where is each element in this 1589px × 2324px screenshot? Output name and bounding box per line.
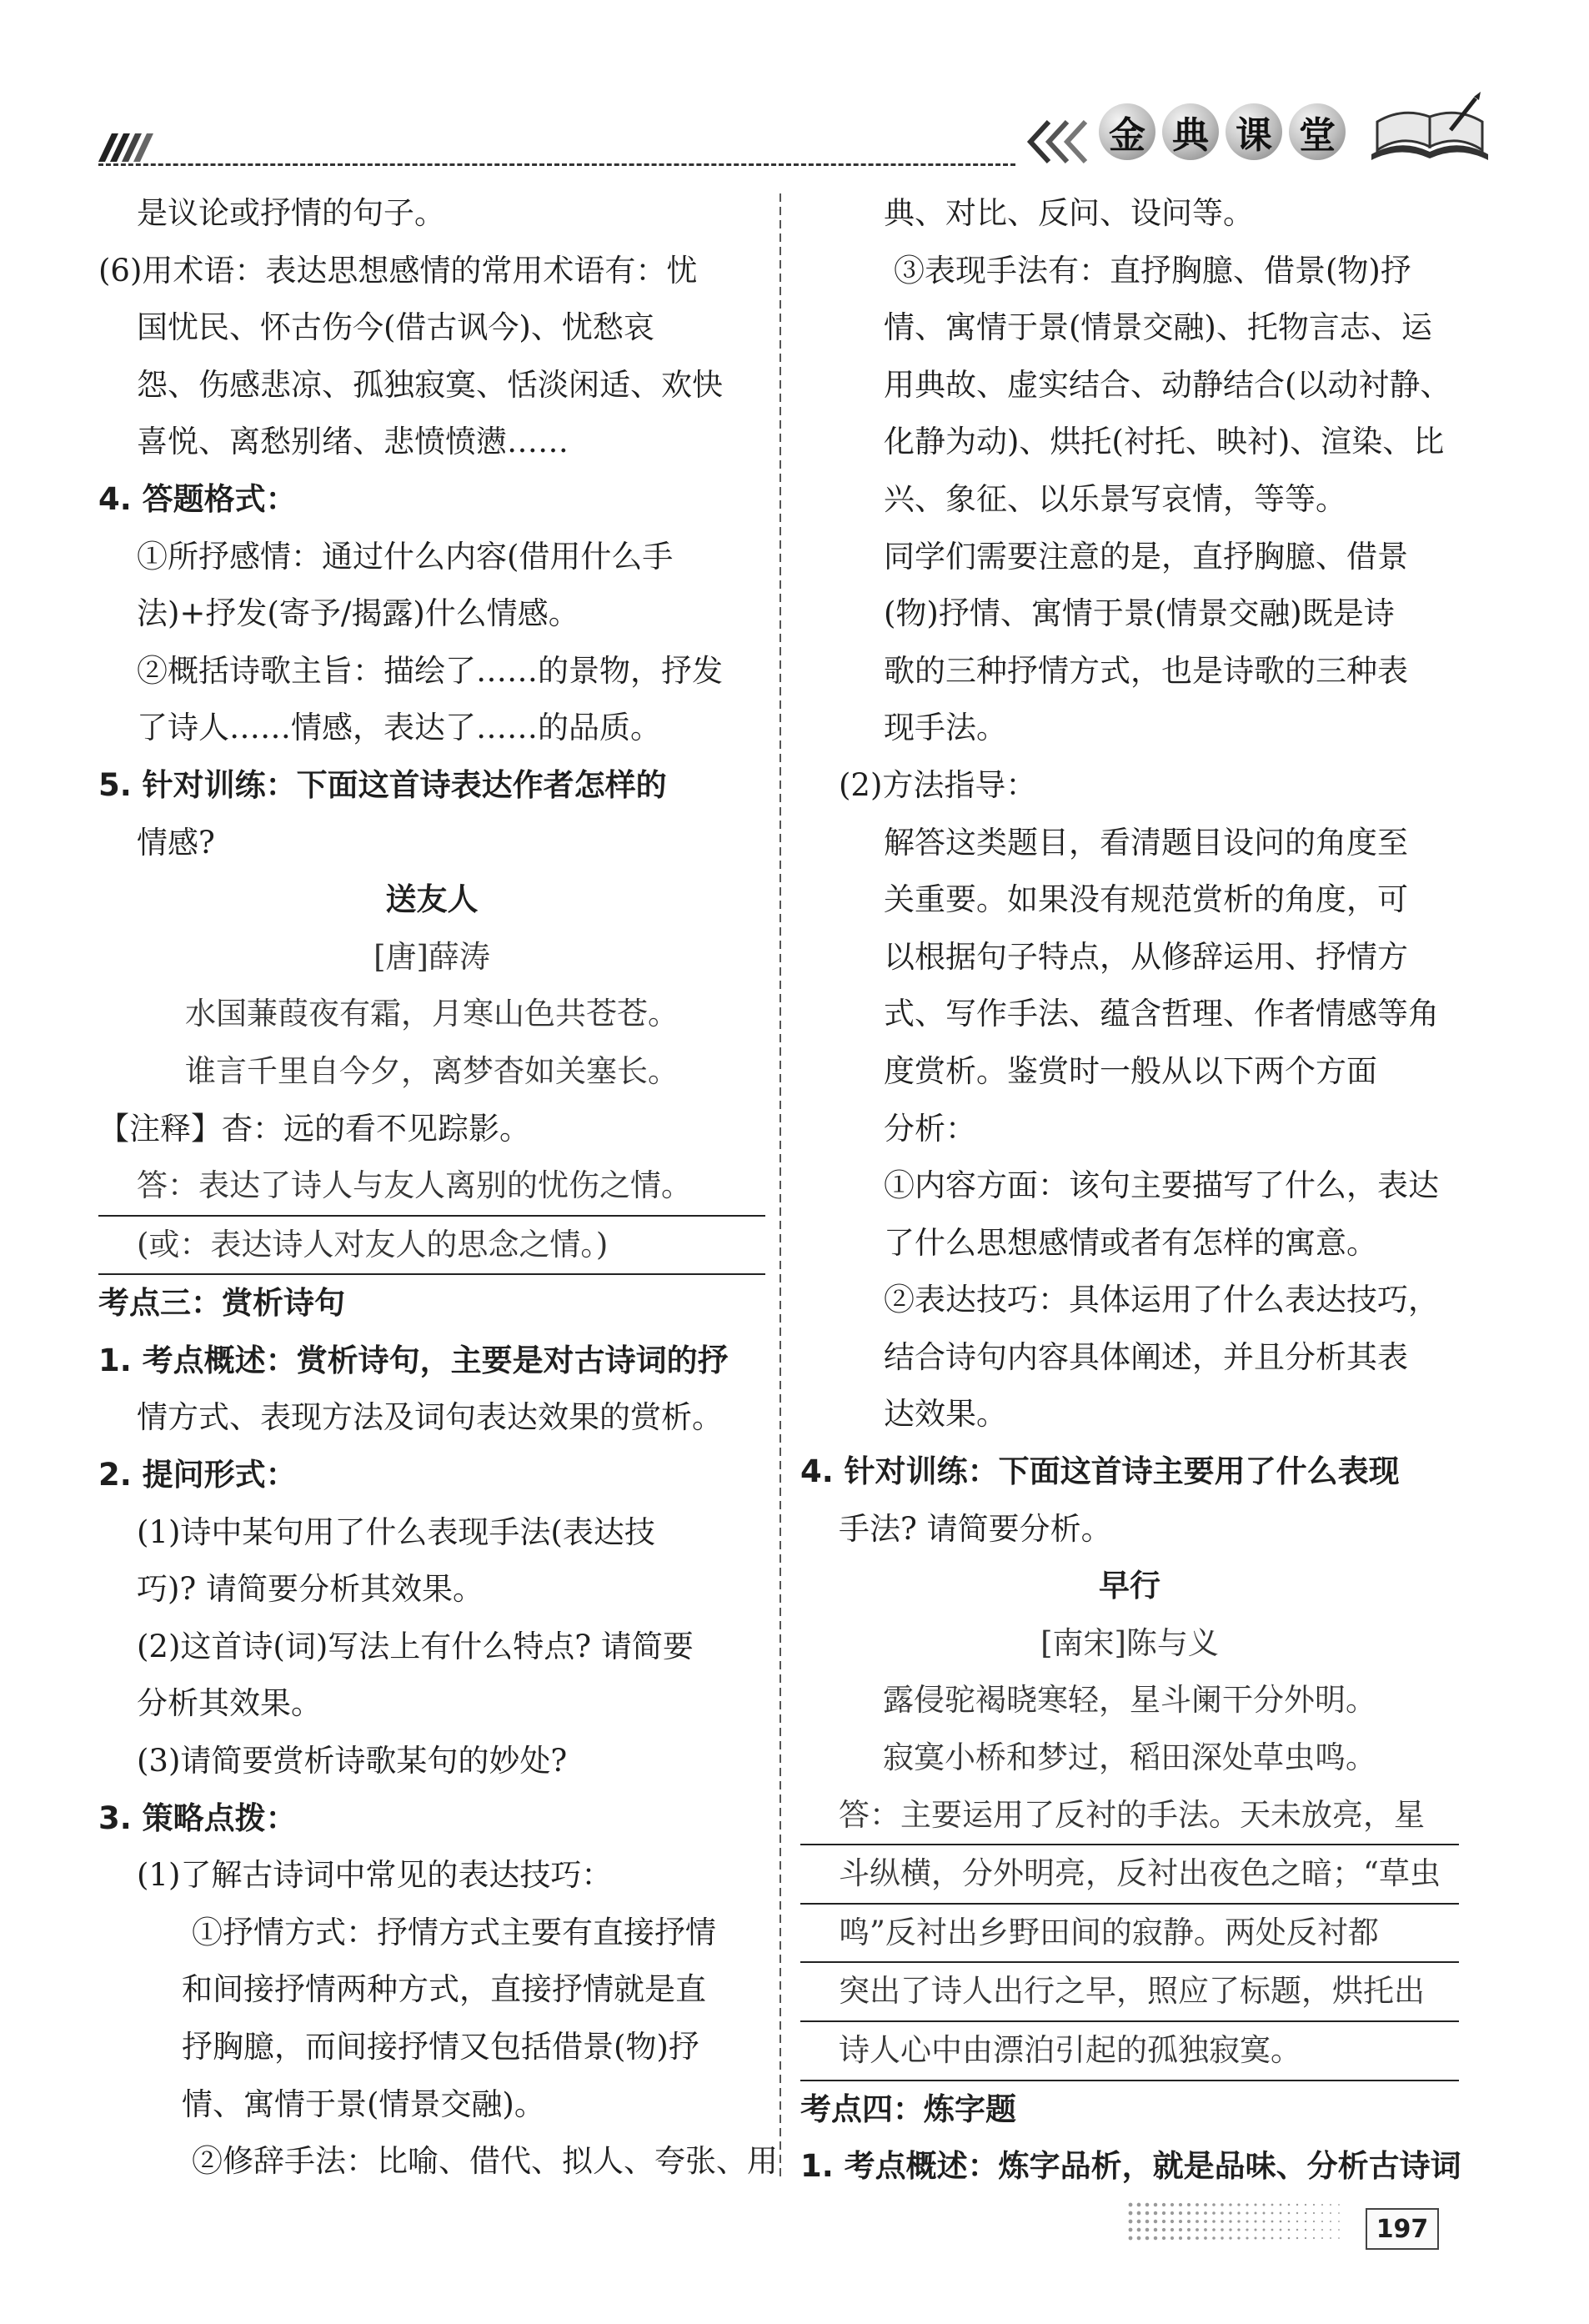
chevrons-icon — [1024, 117, 1094, 167]
text-line: ③表现手法有：直抒胸臆、借景(物)抒 — [894, 252, 1411, 289]
text-line: (3)请简要赏析诗歌某句的妙处? — [137, 1743, 568, 1779]
text-line: 突出了诗人出行之早，照应了标题，烘托出 — [800, 1963, 1459, 2022]
decoration-dot — [1271, 2221, 1274, 2223]
decoration-dot — [1145, 2236, 1150, 2241]
open-book-icon — [1367, 92, 1492, 167]
decoration-dot — [1179, 2220, 1182, 2223]
decoration-dot — [1196, 2203, 1199, 2206]
text-line: 喜悦、离愁别绪、悲愤愤懑…… — [137, 424, 569, 460]
dot-pattern-decoration — [1125, 2198, 1351, 2248]
text-line: 露侵驼褐晓寒轻，星斗阑干分外明。 — [883, 1682, 1376, 1719]
decoration-dot — [1321, 2221, 1323, 2222]
decoration-dot — [1305, 2204, 1306, 2206]
decoration-dot — [1263, 2204, 1266, 2206]
text-line: (物)抒情、寓情于景(情景交融)既是诗 — [884, 595, 1395, 632]
decoration-dot — [1179, 2203, 1182, 2206]
left-column — [98, 185, 778, 2191]
decoration-dot — [1187, 2211, 1190, 2215]
decoration-dot — [1187, 2203, 1190, 2206]
brand-title — [1099, 103, 1346, 160]
text-line: ①所抒感情：通过什么内容(借用什么手 — [137, 538, 674, 575]
decoration-dot — [1154, 2220, 1157, 2223]
decoration-dot — [1280, 2229, 1282, 2231]
decoration-dot — [1288, 2221, 1291, 2223]
decoration-dot — [1204, 2211, 1207, 2215]
decoration-dot — [1229, 2236, 1231, 2239]
text-line: (2)方法指导： — [839, 766, 1037, 803]
brand-char: 课 — [1226, 103, 1282, 160]
decoration-dot — [1196, 2220, 1199, 2223]
decoration-dot — [1296, 2204, 1298, 2206]
decoration-dot — [1196, 2211, 1199, 2215]
text-line: 【注释】杳：远的看不见踪影。 — [98, 1110, 530, 1147]
text-line: 分析： — [884, 1110, 976, 1147]
text-line: 兴、象征、以乐景写哀情，等等。 — [884, 480, 1346, 517]
decoration-dot — [1313, 2204, 1315, 2206]
decoration-dot — [1221, 2236, 1223, 2239]
text-line: 5. 针对训练：下面这首诗表达作者怎样的 — [98, 766, 667, 803]
decoration-dot — [1204, 2236, 1207, 2240]
text-line: 了诗人……情感，表达了……的品质。 — [137, 710, 661, 746]
text-line: 情、寓情于景(情景交融)。 — [182, 2086, 545, 2122]
decoration-dot — [1330, 2212, 1331, 2214]
text-line: 歌的三种抒情方式，也是诗歌的三种表 — [884, 652, 1408, 689]
decoration-dot — [1162, 2220, 1165, 2223]
decoration-dot — [1187, 2220, 1190, 2223]
text-line: 4. 针对训练：下面这首诗主要用了什么表现 — [800, 1453, 1400, 1490]
text-line: 寂寞小桥和梦过，稻田深处草虫鸣。 — [883, 1739, 1376, 1776]
decoration-dot — [1255, 2212, 1257, 2215]
text-line: 用典故、虚实结合、动静结合(以动衬静、 — [884, 366, 1451, 403]
decoration-dot — [1313, 2212, 1315, 2214]
text-line: 水国蒹葭夜有霜，月寒山色共苍苍。 — [185, 996, 679, 1032]
decoration-dot — [1288, 2237, 1291, 2240]
text-line: 分析其效果。 — [137, 1685, 322, 1722]
decoration-dot — [1212, 2236, 1216, 2240]
decoration-dot — [1280, 2212, 1282, 2215]
text-line: 和间接抒情两种方式，直接抒情就是直 — [182, 1971, 706, 2008]
decoration-dot — [1246, 2211, 1248, 2214]
decoration-dot — [1229, 2211, 1231, 2214]
decoration-dot — [1137, 2236, 1141, 2241]
text-line: 情、寓情于景(情景交融)、托物言志、运 — [884, 309, 1432, 346]
decoration-dot — [1137, 2203, 1141, 2207]
text-line: (2)这首诗(词)写法上有什么特点? 请简要 — [137, 1628, 694, 1664]
text-line: 谁言千里自今夕，离梦杳如关塞长。 — [185, 1052, 679, 1089]
decoration-dot — [1162, 2203, 1165, 2206]
decoration-dot — [1237, 2228, 1240, 2231]
decoration-dot — [1338, 2221, 1340, 2222]
decoration-dot — [1137, 2228, 1141, 2232]
decoration-dot — [1330, 2229, 1331, 2231]
stripes-icon — [98, 130, 157, 163]
decoration-dot — [1271, 2229, 1274, 2231]
text-line: 答：表达了诗人与友人离别的忧伤之情。 — [98, 1157, 765, 1217]
decoration-dot — [1179, 2236, 1182, 2240]
text-line: (1)了解古诗词中常见的表达技巧： — [137, 1857, 613, 1894]
decoration-dot — [1221, 2211, 1223, 2214]
decoration-dot — [1280, 2237, 1282, 2240]
decoration-dot — [1246, 2228, 1248, 2231]
text-line: ①内容方面：该句主要描写了什么，表达 — [884, 1167, 1439, 1204]
decoration-dot — [1229, 2203, 1231, 2206]
decoration-dot — [1237, 2203, 1240, 2206]
text-line: [南宋]陈与义 — [1040, 1624, 1219, 1661]
decoration-dot — [1305, 2212, 1306, 2214]
decoration-dot — [1145, 2228, 1150, 2232]
decoration-dot — [1196, 2228, 1199, 2231]
decoration-dot — [1313, 2237, 1315, 2239]
decoration-dot — [1204, 2228, 1207, 2231]
decoration-dot — [1338, 2212, 1340, 2214]
decoration-dot — [1170, 2228, 1174, 2231]
decoration-dot — [1305, 2221, 1306, 2222]
brand-char: 堂 — [1289, 103, 1346, 160]
decoration-dot — [1271, 2204, 1274, 2206]
decoration-dot — [1154, 2203, 1157, 2206]
decoration-dot — [1229, 2228, 1231, 2231]
text-line: 了什么思想感情或者有怎样的寓意。 — [884, 1224, 1377, 1261]
decoration-dot — [1338, 2237, 1340, 2239]
decoration-dot — [1296, 2212, 1298, 2214]
decoration-dot — [1129, 2211, 1133, 2216]
text-line: 解答这类题目，看清题目设问的角度至 — [884, 824, 1408, 861]
text-line: (或：表达诗人对友人的思念之情。) — [98, 1217, 765, 1276]
decoration-dot — [1145, 2220, 1150, 2224]
text-line: 度赏析。鉴赏时一般从以下两个方面 — [884, 1052, 1377, 1089]
decoration-dot — [1255, 2237, 1257, 2240]
text-line: 国忧民、怀古伤今(借古讽今)、忧愁哀 — [137, 309, 654, 346]
decoration-dot — [1221, 2203, 1223, 2206]
text-line: 是议论或抒情的句子。 — [137, 195, 445, 231]
decoration-dot — [1137, 2220, 1141, 2224]
decoration-dot — [1313, 2229, 1315, 2231]
text-line: ②概括诗歌主旨：描绘了……的景物，抒发 — [137, 652, 723, 689]
text-line: 情方式、表现方法及词句表达效果的赏析。 — [137, 1399, 723, 1436]
decoration-dot — [1321, 2237, 1323, 2239]
decoration-dot — [1212, 2211, 1216, 2215]
decoration-dot — [1263, 2229, 1266, 2231]
decoration-dot — [1170, 2203, 1174, 2206]
decoration-dot — [1229, 2220, 1231, 2222]
decoration-dot — [1288, 2204, 1291, 2206]
text-line: 怨、伤感悲凉、孤独寂寞、恬淡闲适、欢快 — [137, 366, 723, 403]
decoration-dot — [1129, 2203, 1133, 2207]
column-divider — [774, 193, 787, 2178]
decoration-dot — [1280, 2221, 1282, 2223]
text-line: 鸣”反衬出乡野田间的寂静。两处反衬都 — [800, 1905, 1459, 1964]
decoration-dot — [1338, 2229, 1340, 2231]
decoration-dot — [1187, 2228, 1190, 2231]
page-header — [0, 0, 1589, 167]
decoration-dot — [1154, 2228, 1157, 2231]
text-line: 法)+抒发(寄予/揭露)什么情感。 — [137, 595, 579, 632]
text-line: 同学们需要注意的是，直抒胸臆、借景 — [884, 538, 1408, 575]
text-line: (6)用术语：表达思想感情的常用术语有：忧 — [98, 252, 698, 289]
decoration-dot — [1330, 2221, 1331, 2222]
text-line: 考点三：赏析诗句 — [98, 1285, 345, 1322]
decoration-dot — [1255, 2229, 1257, 2231]
decoration-dot — [1129, 2220, 1133, 2224]
text-line: 3. 策略点拨： — [98, 1799, 297, 1836]
text-line: (1)诗中某句用了什么表现手法(表达技 — [137, 1513, 655, 1550]
decoration-dot — [1271, 2237, 1274, 2240]
text-line: 诗人心中由漂泊引起的孤独寂寞。 — [800, 2022, 1459, 2081]
text-line: 2. 提问形式： — [98, 1457, 297, 1493]
decoration-dot — [1288, 2229, 1291, 2231]
decoration-dot — [1255, 2204, 1257, 2206]
text-line: 式、写作手法、蕴含哲理、作者情感等角 — [884, 996, 1439, 1032]
decoration-dot — [1263, 2221, 1266, 2223]
brand-char: 金 — [1099, 103, 1155, 160]
header-dashed-rule — [98, 163, 1015, 166]
text-line: 1. 考点概述：炼字品析，就是品味、分析古诗词 — [800, 2148, 1461, 2185]
decoration-dot — [1305, 2229, 1306, 2231]
decoration-dot — [1330, 2204, 1331, 2206]
decoration-dot — [1212, 2228, 1216, 2231]
decoration-dot — [1263, 2212, 1266, 2215]
decoration-dot — [1204, 2220, 1207, 2223]
text-line: ①抒情方式：抒情方式主要有直接抒情 — [192, 1914, 716, 1950]
decoration-dot — [1246, 2220, 1248, 2222]
text-line: 斗纵横，分外明亮，反衬出夜色之暗；“草虫 — [800, 1845, 1459, 1905]
decoration-dot — [1170, 2236, 1174, 2240]
text-line: 现手法。 — [884, 710, 1007, 746]
text-line: [唐]薛涛 — [373, 938, 490, 975]
text-line: 达效果。 — [884, 1396, 1007, 1433]
decoration-dot — [1154, 2236, 1157, 2240]
text-line: 关重要。如果没有规范赏析的角度，可 — [884, 881, 1408, 918]
decoration-dot — [1204, 2203, 1207, 2206]
text-line: 以根据句子特点，从修辞运用、抒情方 — [884, 938, 1408, 975]
decoration-dot — [1221, 2220, 1223, 2222]
text-line: ②表达技巧：具体运用了什么表达技巧， — [884, 1282, 1439, 1318]
decoration-dot — [1237, 2211, 1240, 2214]
text-line: 考点四：炼字题 — [800, 2091, 1016, 2127]
decoration-dot — [1246, 2203, 1248, 2206]
decoration-dot — [1145, 2211, 1150, 2216]
decoration-dot — [1179, 2211, 1182, 2215]
decoration-dot — [1296, 2237, 1298, 2239]
text-line: ②修辞手法：比喻、借代、拟人、夸张、用 — [192, 2143, 778, 2180]
decoration-dot — [1280, 2204, 1282, 2206]
text-line: 手法? 请简要分析。 — [839, 1510, 1112, 1547]
text-line: 答：主要运用了反衬的手法。天未放亮，星 — [800, 1787, 1459, 1846]
text-line: 化静为动)、烘托(衬托、映衬)、渲染、比 — [884, 424, 1445, 460]
text-line: 典、对比、反问、设问等。 — [884, 195, 1254, 231]
right-column — [800, 185, 1459, 2196]
decoration-dot — [1338, 2204, 1340, 2206]
decoration-dot — [1305, 2237, 1306, 2239]
text-line: 情感? — [137, 824, 215, 861]
text-line: 早行 — [1099, 1568, 1160, 1604]
decoration-dot — [1221, 2228, 1223, 2231]
decoration-dot — [1162, 2236, 1165, 2240]
decoration-dot — [1330, 2237, 1331, 2239]
decoration-dot — [1170, 2220, 1174, 2223]
decoration-dot — [1162, 2228, 1165, 2231]
text-line: 抒胸臆，而间接抒情又包括借景(物)抒 — [182, 2029, 699, 2065]
decoration-dot — [1212, 2203, 1216, 2206]
decoration-dot — [1296, 2221, 1298, 2222]
decoration-dot — [1246, 2236, 1248, 2239]
decoration-dot — [1237, 2236, 1240, 2239]
decoration-dot — [1321, 2229, 1323, 2231]
decoration-dot — [1296, 2229, 1298, 2231]
decoration-dot — [1321, 2204, 1323, 2206]
decoration-dot — [1137, 2211, 1141, 2216]
decoration-dot — [1271, 2212, 1274, 2215]
decoration-dot — [1179, 2228, 1182, 2231]
decoration-dot — [1288, 2212, 1291, 2215]
decoration-dot — [1196, 2236, 1199, 2240]
text-line: 4. 答题格式： — [98, 480, 297, 517]
decoration-dot — [1237, 2220, 1240, 2222]
brand-char: 典 — [1162, 103, 1219, 160]
page-number: 197 — [1366, 2208, 1439, 2250]
decoration-dot — [1162, 2211, 1165, 2215]
decoration-dot — [1154, 2211, 1157, 2215]
decoration-dot — [1170, 2211, 1174, 2215]
text-line: 1. 考点概述：赏析诗句，主要是对古诗词的抒 — [98, 1342, 729, 1378]
decoration-dot — [1145, 2203, 1150, 2207]
text-line: 送友人 — [385, 881, 479, 918]
decoration-dot — [1212, 2220, 1216, 2223]
decoration-dot — [1263, 2237, 1266, 2240]
decoration-dot — [1187, 2236, 1190, 2240]
decoration-dot — [1255, 2221, 1257, 2223]
decoration-dot — [1129, 2236, 1133, 2241]
decoration-dot — [1321, 2212, 1323, 2214]
decoration-dot — [1129, 2228, 1133, 2232]
decoration-dot — [1313, 2221, 1315, 2222]
text-line: 巧)? 请简要分析其效果。 — [137, 1571, 484, 1608]
text-line: 结合诗句内容具体阐述，并且分析其表 — [884, 1338, 1408, 1375]
